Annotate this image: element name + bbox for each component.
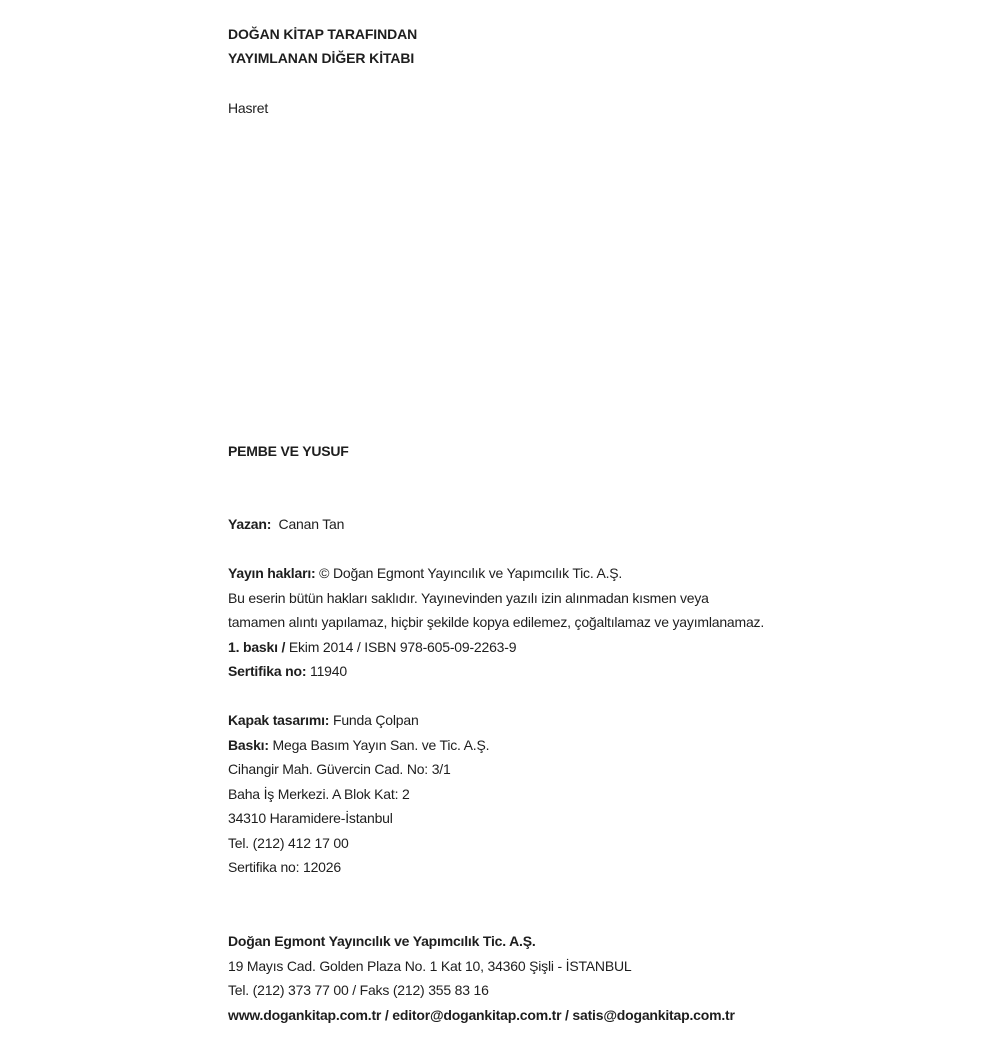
publisher-phone-fax: Tel. (212) 373 77 00 / Faks (212) 355 83 16 [228, 982, 489, 998]
publisher-name: Doğan Egmont Yayıncılık ve Yapımcılık Tic. A.Ş. [228, 933, 536, 949]
printer-address-line3: 34310 Haramidere-İstanbul [228, 810, 393, 826]
certificate-value: 11940 [310, 663, 347, 679]
rights-notice-line2: tamamen alıntı yapılamaz, hiçbir şekilde kopya edilemez, çoğaltılamaz ve yayımlanamaz. [228, 614, 765, 630]
author-line [228, 512, 928, 537]
printer-address-line1: Cihangir Mah. Güvercin Cad. No: 3/1 [228, 761, 451, 777]
edition-line [228, 635, 928, 660]
production-section [228, 708, 928, 880]
edition-value: Ekim 2014 / ISBN 978-605-09-2263-9 [288, 638, 517, 655]
author-section [228, 512, 928, 537]
cover-design-label: Kapak tasarımı: [228, 712, 330, 728]
certificate-label: Sertifika no: [228, 663, 307, 679]
other-books-heading-line2: YAYIMLANAN DİĞER KİTABI [228, 50, 415, 66]
other-books-list [228, 96, 928, 121]
other-books-section [228, 22, 928, 70]
certificate-line [228, 659, 928, 684]
printing-value: Mega Basım Yayın San. ve Tic. A.Ş. [272, 736, 490, 753]
book-title: PEMBE VE YUSUF [228, 443, 349, 459]
publisher-section [228, 929, 928, 1027]
cover-design-value: Funda Çolpan [332, 712, 419, 728]
cover-design-line [228, 708, 928, 733]
rights-notice-line1: Bu eserin bütün hakları saklıdır. Yayınevinden yazılı izin alınmadan kısmen veya [228, 589, 709, 606]
printing-label: Baskı: [228, 736, 269, 753]
other-books-heading-line1: DOĞAN KİTAP TARAFINDAN [228, 26, 418, 42]
other-book-title: Hasret [228, 100, 269, 116]
printer-phone: Tel. (212) 412 17 00 [228, 834, 349, 851]
rights-line [228, 561, 928, 586]
edition-label: 1. baskı / [228, 638, 286, 655]
printer-certificate: Sertifika no: 12026 [228, 859, 341, 875]
book-title-section [228, 439, 928, 464]
publisher-address: 19 Mayıs Cad. Golden Plaza No. 1 Kat 10, 34360 Şişli - İSTANBUL [228, 957, 632, 974]
rights-label: Yayın hakları: [228, 565, 316, 581]
author-label: Yazan: [228, 516, 272, 532]
author-value: Canan Tan [278, 516, 345, 532]
publisher-web-emails: www.dogankitap.com.tr / editor@dogankitap.com.tr / satis@dogankitap.com.tr [228, 1006, 735, 1023]
rights-section [228, 561, 928, 684]
rights-value: © Doğan Egmont Yayıncılık ve Yapımcılık Tic. A.Ş. [319, 565, 623, 581]
printing-line [228, 733, 928, 758]
printer-address-line2: Baha İş Merkezi. A Blok Kat: 2 [228, 785, 410, 802]
